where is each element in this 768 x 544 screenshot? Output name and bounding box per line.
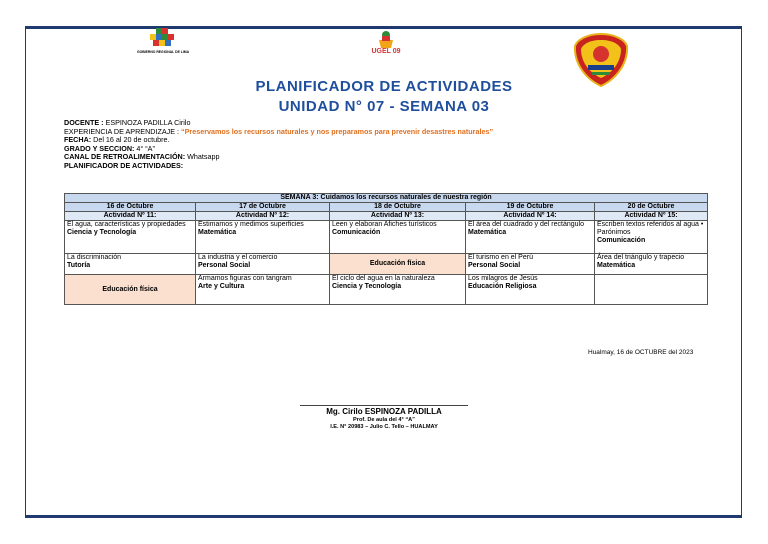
page-title: PLANIFICADOR DE ACTIVIDADES	[255, 78, 513, 95]
cell-topic: El agua, características y propiedades	[67, 221, 186, 228]
activity-header: Actividad Nº 12:	[196, 212, 330, 221]
regional-government-logo-text: GOBIERNO REGIONAL DE LIMA	[136, 50, 190, 54]
cell-topic: Armamos figuras con tangram	[198, 275, 292, 282]
cell-subject: Matemática	[597, 262, 636, 269]
signature-name: Mg. Cirilo ESPINOZA PADILLA	[326, 407, 442, 416]
cell-topic: Escriben textos referidos al agua • Parónimos	[597, 221, 704, 236]
docente-label: DOCENTE :	[64, 118, 104, 127]
table-cell	[466, 221, 595, 254]
cell-topic: El turismo en el Perú	[468, 254, 533, 261]
activity-header: Actividad Nº 14:	[466, 212, 595, 221]
day-header: 17 de Octubre	[196, 203, 330, 212]
signature-role: Prof. De aula del 4° “A”	[353, 417, 415, 423]
info-block	[64, 119, 493, 171]
planificador-line	[64, 162, 493, 171]
cell-topic: Leen y elaboran Afiches turísticos	[332, 221, 437, 228]
cell-topic: Estimamos y medimos superficies	[198, 221, 304, 228]
activity-header: Actividad Nº 13:	[330, 212, 466, 221]
grado-value: 4° “A”	[134, 143, 155, 153]
table-cell	[196, 221, 330, 254]
cell-subject: Personal Social	[468, 262, 521, 269]
canal-value: Whatsapp	[185, 152, 220, 162]
cell-subject: Ciencia y Tecnología	[332, 283, 402, 290]
fecha-value: Del 16 al 20 de octubre.	[91, 135, 170, 145]
signature-line	[300, 405, 468, 406]
cell-subject: Matemática	[468, 229, 507, 236]
cell-subject: Tutoría	[67, 262, 91, 269]
table-cell	[466, 275, 595, 305]
cell-topic: El ciclo del agua en la naturaleza	[332, 275, 435, 282]
day-header: 19 de Octubre	[466, 203, 595, 212]
fecha-label: FECHA:	[64, 135, 92, 145]
grado-label: GRADO Y SECCION:	[64, 143, 135, 153]
cell-subject: Personal Social	[198, 262, 251, 269]
table-cell	[595, 221, 708, 254]
activity-header: Actividad Nº 15:	[595, 212, 708, 221]
day-header: 18 de Octubre	[330, 203, 466, 212]
cell-subject: Comunicación	[597, 237, 646, 244]
regional-government-logo	[131, 27, 195, 65]
cell-topic: El área del cuadrado y del rectángulo	[468, 221, 584, 228]
table-cell	[330, 275, 466, 305]
table-cell	[595, 275, 708, 305]
table-cell	[65, 254, 196, 275]
cell-topic: Los milagros de Jesús	[468, 275, 538, 282]
ugel-logo-text: UGEL 09	[371, 48, 401, 55]
canal-label: CANAL DE RETROALIMENTACIÓN:	[64, 152, 186, 162]
activities-table	[64, 193, 708, 305]
cell-topic: La industria y el comercio	[198, 254, 278, 261]
table-cell	[466, 254, 595, 275]
table-cell	[196, 275, 330, 305]
experiencia-label: EXPERIENCIA DE APRENDIZAJE :	[64, 126, 180, 136]
cell-subject: Matemática	[198, 229, 237, 236]
cell-subject: Comunicación	[332, 229, 381, 236]
cell-topic: Área del triángulo y trapecio	[597, 254, 685, 261]
ugel-logo	[368, 28, 404, 64]
page-subtitle: UNIDAD N° 07 - SEMANA 03	[278, 98, 490, 115]
table-title: SEMANA 3: Cuidamos los recursos naturales de nuestra región	[65, 194, 708, 203]
docente-value: ESPINOZA PADILLA Cirilo	[103, 118, 191, 127]
cell-topic: La discriminación	[67, 254, 122, 261]
table-cell	[595, 254, 708, 275]
table-cell	[330, 221, 466, 254]
cell-subject: Educación Religiosa	[468, 283, 537, 290]
place-date: Hualmay, 16 de OCTUBRE del 2023	[588, 349, 694, 356]
table-cell	[65, 221, 196, 254]
activity-header: Actividad Nº 11:	[65, 212, 196, 221]
table-cell	[196, 254, 330, 275]
day-header: 20 de Octubre	[595, 203, 708, 212]
table-cell-highlight: Educación física	[330, 254, 466, 275]
table-cell-highlight: Educación física	[65, 275, 196, 305]
signature-school: I.E. N° 20983 – Julio C. Tello – HUALMAY	[330, 424, 438, 430]
cell-subject: Arte y Cultura	[198, 283, 245, 290]
day-header: 16 de Octubre	[65, 203, 196, 212]
experiencia-value: “Preservamos los recursos naturales y nos preparamos para prevenir desastres naturales”	[179, 126, 494, 136]
cell-subject: Ciencia y Tecnología	[67, 229, 137, 236]
planificador-label: PLANIFICADOR DE ACTIVIDADES:	[64, 160, 184, 170]
